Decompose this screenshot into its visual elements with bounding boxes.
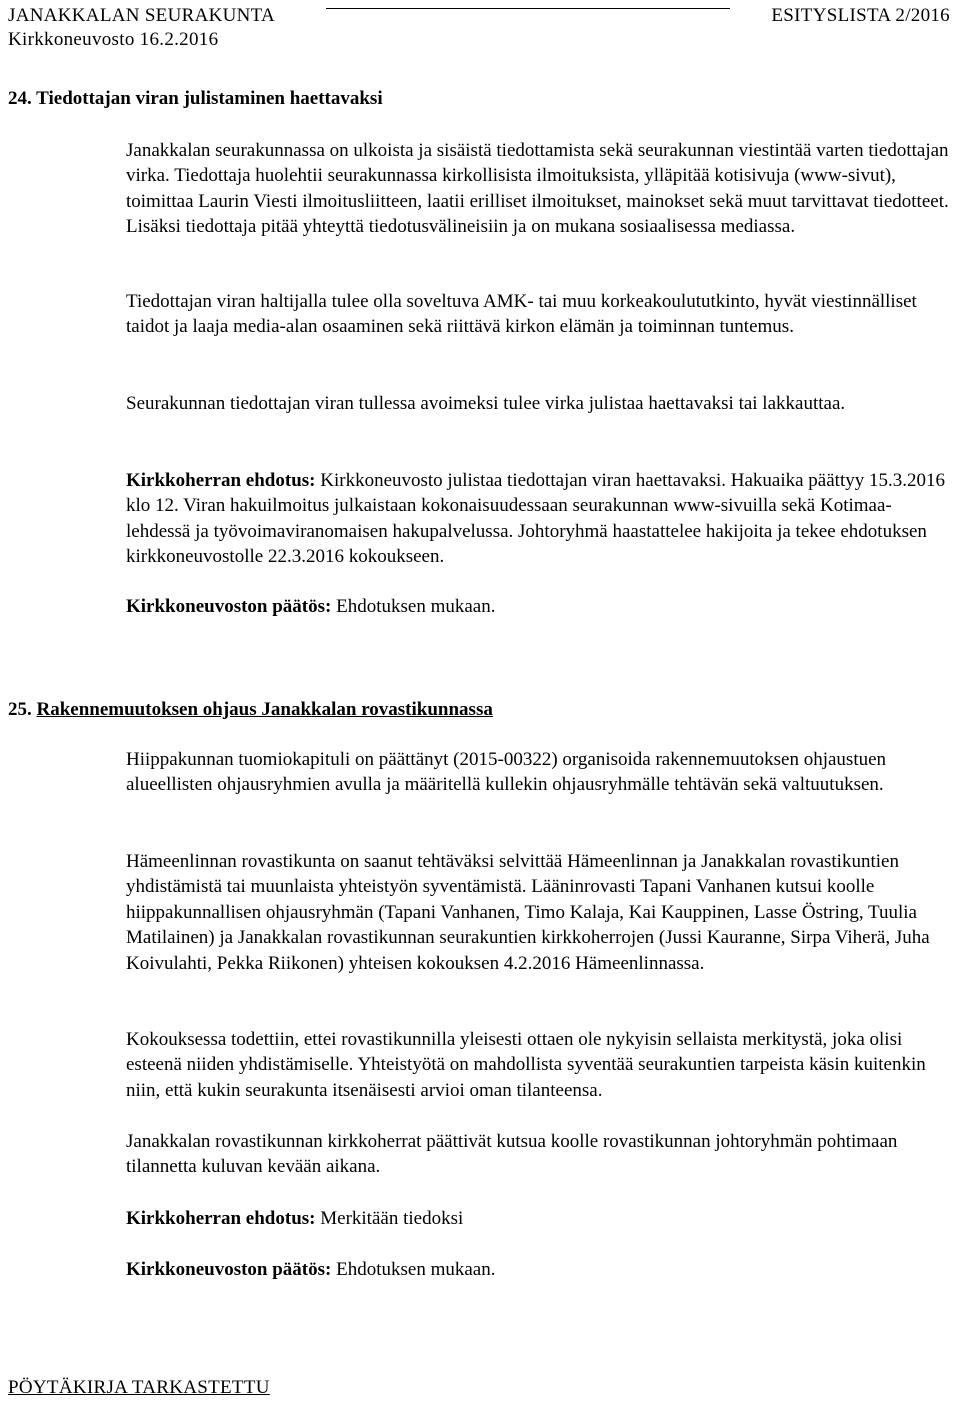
footer-approval: PÖYTÄKIRJA TARKASTETTU (8, 1377, 270, 1398)
organization-name: JANAKKALAN SEURAKUNTA (8, 5, 276, 26)
section-24-paragraph-1: Janakkalan seurakunnassa on ulkoista ja sisäistä tiedottamista sekä seurakunnan viestintää varten tiedottajan virka. Tiedottaja huolehtii seurakunnassa kirkollisista ilmoituksista, ylläpitää kotisivuja (www-sivut), toimittaa Laurin Viesti ilmoitusliitteen, laatii erilliset ilmoitukset, mainokset sekä muut tarvittavat tiedotteet. Lisäksi tiedottaja pitää yhteyttä tiedotusvälineisiin ja on mukana sosiaalisessa mediassa. (126, 140, 949, 238)
decision-label: Kirkkoneuvoston päätös: (126, 1259, 332, 1280)
section-title: Rakennemuutoksen ohjaus Janakkalan rovastikunnassa (36, 699, 493, 720)
section-25-paragraph-1: Hiippakunnan tuomiokapituli on päättänyt (2015-00322) organisoida rakennemuutoksen ohjaustuen alueellisten ohjausryhmien avulla ja määritellä kullekin ohjausryhmälle tehtävän sekä valtuutuksen. (126, 749, 887, 796)
proposal-text: Merkitään tiedoksi (315, 1208, 464, 1229)
section-24-decision (126, 594, 956, 619)
header-top-row (8, 4, 950, 28)
page-header (8, 4, 950, 52)
meeting-line: Kirkkoneuvosto 16.2.2016 (8, 29, 219, 50)
proposal-label: Kirkkoherran ehdotus: (126, 470, 316, 491)
section-number: 24. (8, 88, 32, 109)
section-24-proposal (126, 468, 956, 570)
decision-label: Kirkkoneuvoston päätös: (126, 596, 332, 617)
section-25-paragraph-3: Kokouksessa todettiin, ettei rovastikunnilla yleisesti ottaen ole nykyisin sellaista merkitystä, joka olisi esteenä niiden yhdistämiselle. Yhteistyötä on mahdollista syventää seurakuntien tarpeista käsin kuitenkin niin, että kukin seurakunta itsenäisesti arvioi oman tilanteensa. (126, 1029, 926, 1101)
section-24-heading (8, 87, 383, 111)
decision-text: Ehdotuksen mukaan. (331, 1259, 496, 1280)
section-24-paragraph-2: Tiedottajan viran haltijalla tulee olla soveltuva AMK- tai muu korkeakoulututkinto, hyvät viestinnälliset taidot ja laaja media-alan osaaminen sekä riittävä kirkon elämän ja toiminnan tuntemus. (126, 291, 917, 338)
section-25-heading (8, 698, 493, 722)
section-25-decision (126, 1257, 956, 1282)
section-number: 25. (8, 699, 32, 720)
section-25-proposal (126, 1206, 956, 1231)
section-title: Tiedottajan viran julistaminen haettavaksi (36, 88, 383, 109)
decision-text: Ehdotuksen mukaan. (331, 596, 496, 617)
proposal-text: Kirkkoneuvosto julistaa tiedottajan viran haettavaksi. Hakuaika päättyy 15.3.2016 klo 12. Viran hakuilmoitus julkaistaan kokonaisuudessaan seurakunnan www-sivuilla sekä Kotimaa-lehdessä ja työvoimaviranomaisen hakupalvelussa. Johtoryhmä haastattelee hakijoita ja tekee ehdotuksen kirkkoneuvostolle 22.3.2016 kokoukseen. (126, 470, 945, 568)
header-rule (326, 8, 730, 9)
section-25-paragraph-4: Janakkalan rovastikunnan kirkkoherrat päättivät kutsua koolle rovastikunnan johtoryhmän pohtimaan tilannetta kuluvan kevään aikana. (126, 1131, 898, 1178)
proposal-label: Kirkkoherran ehdotus: (126, 1208, 316, 1229)
document-id: ESITYSLISTA 2/2016 (771, 5, 950, 26)
section-25-paragraph-2: Hämeenlinnan rovastikunta on saanut tehtäväksi selvittää Hämeenlinnan ja Janakkalan rovastikuntien yhdistämistä tai muunlaista yhteistyön syventämistä. Lääninrovasti Tapani Vanhanen kutsui koolle hiippakunnallisen ohjausryhmän (Tapani Vanhanen, Timo Kalaja, Kai Kauppinen, Lasse Östring, Tuulia Matilainen) ja Janakkalan rovastikunnan seurakuntien kirkkoherrojen (Jussi Kauranne, Sirpa Viherä, Juha Koivulahti, Pekka Riikonen) yhteisen kokouksen 4.2.2016 Hämeenlinnassa. (126, 851, 930, 974)
section-24-paragraph-3: Seurakunnan tiedottajan viran tullessa avoimeksi tulee virka julistaa haettavaksi tai lakkauttaa. (126, 393, 846, 414)
